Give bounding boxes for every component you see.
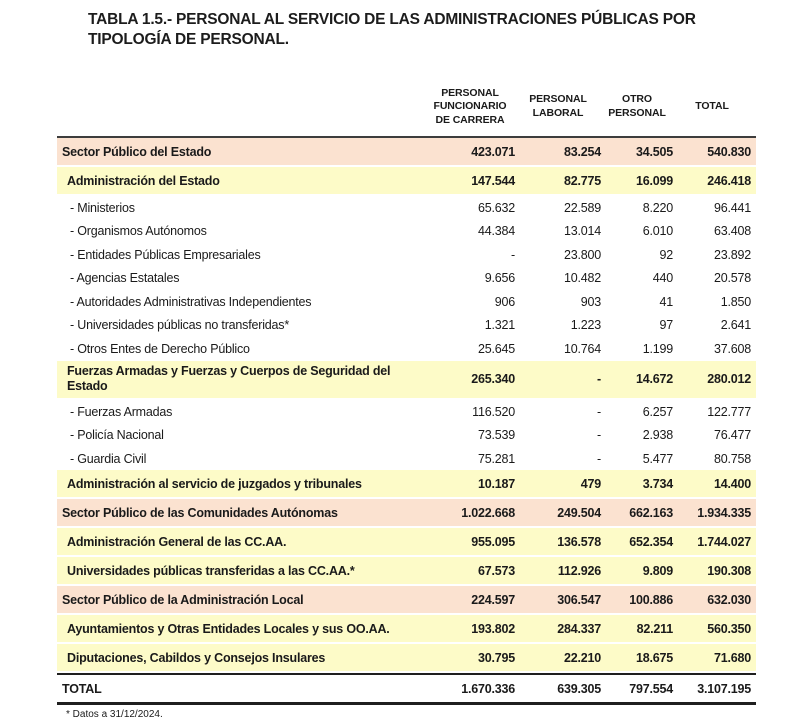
table-row <box>57 290 756 314</box>
cell-otro-personal: 652.354 <box>629 534 673 549</box>
cell-funcionario-carrera: 1.321 <box>484 318 515 333</box>
cell-otro-personal: 34.505 <box>635 144 673 159</box>
table-header-row <box>57 78 756 138</box>
cell-total: 80.758 <box>713 451 751 466</box>
table-row <box>57 337 756 361</box>
column-header-laboral: PERSONAL LABORAL <box>529 93 587 119</box>
cell-laboral: - <box>597 428 601 442</box>
cell-otro-personal: 440 <box>652 271 673 286</box>
cell-laboral: - <box>597 404 601 419</box>
personnel-table <box>57 78 756 720</box>
row-label: - Fuerzas Armadas <box>70 404 173 419</box>
cell-laboral: 23.800 <box>563 247 601 262</box>
row-label: Ayuntamientos y Otras Entidades Locales y sus OO.AA. <box>67 621 390 636</box>
cell-laboral: 306.547 <box>557 592 601 607</box>
cell-otro-personal: 14.672 <box>635 372 673 387</box>
row-label: Administración del Estado <box>67 173 220 188</box>
cell-total: 2.641 <box>720 318 751 333</box>
column-header-funcionario-carrera: PERSONAL FUNCIONARIO DE CARRERA <box>433 86 507 126</box>
cell-total: 3.107.195 <box>697 681 751 696</box>
cell-laboral: - <box>597 451 601 466</box>
cell-funcionario-carrera: 30.795 <box>477 650 515 665</box>
cell-otro-personal: 5.477 <box>642 451 673 466</box>
cell-funcionario-carrera: 44.384 <box>477 224 515 239</box>
cell-otro-personal: 16.099 <box>635 173 673 188</box>
table-total-row <box>57 673 756 705</box>
cell-total: 560.350 <box>707 621 751 636</box>
cell-otro-personal: 662.163 <box>629 505 673 520</box>
row-label: - Universidades públicas no transferidas* <box>70 318 289 333</box>
cell-laboral: 249.504 <box>557 505 601 520</box>
cell-otro-personal: 97 <box>659 318 673 333</box>
cell-total: 71.680 <box>713 650 751 665</box>
cell-funcionario-carrera: 1.670.336 <box>461 681 515 696</box>
column-header-otro-personal: OTRO PERSONAL <box>608 93 666 119</box>
table-title: TABLA 1.5.- PERSONAL AL SERVICIO DE LAS ADMINISTRACIONES PÚBLICAS POR TIPOLOGÍA DE PERSONAL. <box>88 11 696 49</box>
table-row <box>57 644 756 673</box>
cell-funcionario-carrera: 65.632 <box>477 200 515 215</box>
table-row <box>57 267 756 291</box>
row-label: - Guardia Civil <box>70 451 147 466</box>
cell-laboral: 13.014 <box>563 224 601 239</box>
row-label: Fuerzas Armadas y Fuerzas y Cuerpos de Seguridad del Estado <box>67 363 391 394</box>
table-row <box>57 314 756 338</box>
cell-total: 37.608 <box>713 341 751 356</box>
cell-laboral: 903 <box>580 294 601 309</box>
table-row <box>57 470 756 499</box>
cell-total: 1.850 <box>720 294 751 309</box>
table-row <box>57 528 756 557</box>
cell-laboral: - <box>597 372 601 387</box>
table-row <box>57 220 756 244</box>
cell-otro-personal: 6.010 <box>642 224 673 239</box>
cell-total: 122.777 <box>707 404 751 419</box>
cell-total: 540.830 <box>707 144 751 159</box>
table-row <box>57 499 756 528</box>
cell-otro-personal: 3.734 <box>642 476 673 491</box>
cell-funcionario-carrera: 25.645 <box>477 341 515 356</box>
row-label: - Organismos Autónomos <box>70 224 207 239</box>
cell-funcionario-carrera: 73.539 <box>477 428 515 442</box>
cell-funcionario-carrera: 67.573 <box>477 563 515 578</box>
cell-funcionario-carrera: 116.520 <box>472 404 515 419</box>
table-row <box>57 167 756 196</box>
table-row <box>57 586 756 615</box>
table-row <box>57 447 756 471</box>
row-label: - Entidades Públicas Empresariales <box>70 247 261 262</box>
cell-funcionario-carrera: 75.281 <box>477 451 515 466</box>
cell-laboral: 82.775 <box>563 173 601 188</box>
cell-funcionario-carrera: 265.340 <box>471 372 515 387</box>
table-row <box>57 400 756 424</box>
cell-funcionario-carrera: 9.656 <box>484 271 515 286</box>
cell-total: 1.744.027 <box>697 534 751 549</box>
table-row <box>57 138 756 167</box>
table-row <box>57 361 756 400</box>
cell-funcionario-carrera: 1.022.668 <box>461 505 515 520</box>
cell-otro-personal: 9.809 <box>642 563 673 578</box>
cell-total: 23.892 <box>713 247 751 262</box>
cell-laboral: 83.254 <box>563 144 601 159</box>
column-header-total: TOTAL <box>695 100 729 113</box>
cell-funcionario-carrera: 955.095 <box>471 534 515 549</box>
cell-total: 1.934.335 <box>697 505 751 520</box>
cell-total: 20.578 <box>713 271 751 286</box>
cell-total: 63.408 <box>713 224 751 239</box>
cell-otro-personal: 41 <box>659 294 673 309</box>
row-label: Sector Público de la Administración Local <box>62 592 304 607</box>
cell-laboral: 479 <box>580 476 601 491</box>
table-row <box>57 423 756 447</box>
cell-otro-personal: 100.886 <box>629 592 673 607</box>
cell-otro-personal: 797.554 <box>629 681 673 696</box>
row-label: Sector Público del Estado <box>62 144 212 159</box>
row-label: Universidades públicas transferidas a las CC.AA.* <box>67 563 355 578</box>
cell-total: 14.400 <box>713 476 751 491</box>
cell-otro-personal: 6.257 <box>642 404 673 419</box>
cell-total: 96.441 <box>713 200 751 215</box>
table-body <box>57 138 756 705</box>
table-row <box>57 196 756 220</box>
cell-total: 190.308 <box>707 563 751 578</box>
cell-total: 280.012 <box>707 372 751 387</box>
cell-laboral: 22.589 <box>563 200 601 215</box>
cell-otro-personal: 2.938 <box>642 428 673 442</box>
cell-otro-personal: 1.199 <box>642 341 673 356</box>
cell-total: 246.418 <box>707 173 751 188</box>
row-label: Diputaciones, Cabildos y Consejos Insulares <box>67 650 326 665</box>
cell-laboral: 284.337 <box>557 621 601 636</box>
cell-funcionario-carrera: 10.187 <box>477 476 515 491</box>
cell-laboral: 136.578 <box>557 534 601 549</box>
row-label: Administración al servicio de juzgados y tribunales <box>67 476 362 491</box>
cell-laboral: 22.210 <box>563 650 601 665</box>
table-row <box>57 557 756 586</box>
cell-laboral: 10.482 <box>563 271 601 286</box>
cell-laboral: 639.305 <box>557 681 601 696</box>
row-label: - Agencias Estatales <box>70 271 180 286</box>
cell-otro-personal: 82.211 <box>636 621 673 636</box>
row-label: - Ministerios <box>70 200 135 215</box>
cell-funcionario-carrera: 147.544 <box>471 173 515 188</box>
row-label: - Otros Entes de Derecho Público <box>70 341 250 356</box>
cell-laboral: 10.764 <box>563 341 601 356</box>
cell-laboral: 1.223 <box>570 318 601 333</box>
cell-funcionario-carrera: 423.071 <box>471 144 515 159</box>
cell-funcionario-carrera: 906 <box>494 294 515 309</box>
cell-funcionario-carrera: 193.802 <box>471 621 515 636</box>
cell-total: 632.030 <box>707 592 751 607</box>
footnote: * Datos a 31/12/2024. <box>66 709 163 721</box>
row-label: TOTAL <box>62 681 102 696</box>
row-label: - Policía Nacional <box>70 428 164 442</box>
cell-otro-personal: 18.675 <box>635 650 673 665</box>
cell-otro-personal: 8.220 <box>642 200 673 215</box>
cell-funcionario-carrera: - <box>511 247 515 262</box>
row-label: Administración General de las CC.AA. <box>67 534 287 549</box>
cell-otro-personal: 92 <box>659 247 673 262</box>
cell-total: 76.477 <box>713 428 751 442</box>
cell-laboral: 112.926 <box>557 563 601 578</box>
row-label: Sector Público de las Comunidades Autónomas <box>62 505 338 520</box>
table-row <box>57 615 756 644</box>
row-label: - Autoridades Administrativas Independientes <box>70 294 312 309</box>
cell-funcionario-carrera: 224.597 <box>471 592 515 607</box>
table-row <box>57 243 756 267</box>
